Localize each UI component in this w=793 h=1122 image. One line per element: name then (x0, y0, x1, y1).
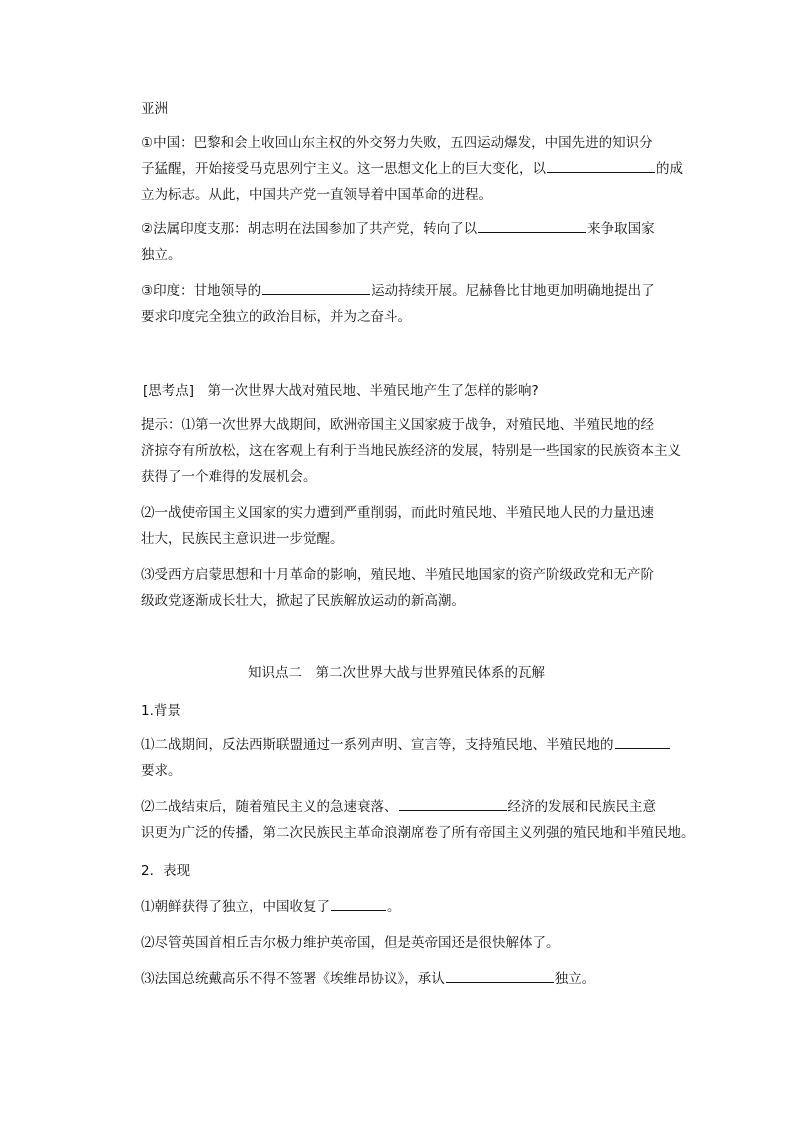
fill-blank[interactable] (478, 218, 586, 233)
fill-blank[interactable] (331, 896, 386, 911)
paragraph-point3 (141, 562, 681, 614)
text-line (141, 278, 681, 304)
text-segment: ⑵二战结束后，随着殖民主义的急速衰落、 (141, 799, 398, 815)
text-segment: ⑶法国总统戴高乐不得不签署《埃维昂协议》，承认 (141, 971, 445, 987)
text-line: 获得了一个难得的发展机会。 (141, 469, 317, 485)
text-segment: 子猛醒，开始接受马克思列宁主义。这一思想文化上的巨大变化，以 (141, 161, 546, 177)
text-segment: ②法属印度支那：胡志明在法国参加了共产党，转向了以 (141, 221, 478, 237)
text-line (141, 894, 681, 920)
section-title-asia (141, 96, 681, 122)
text-line: 立为标志。从此，中国共产党一直领导着中国革命的进程。 (141, 187, 492, 203)
performance-heading-text: 2．表现 (141, 863, 191, 879)
knowledge-point-title (0, 660, 793, 686)
text-line: 级政党逐渐成长壮大，掀起了民族解放运动的新高潮。 (141, 593, 465, 609)
paragraph-performance-2 (141, 930, 681, 956)
text-line: ①中国：巴黎和会上收回山东主权的外交努力失败，五四运动爆发，中国先进的知识分 (141, 135, 653, 151)
knowledge-point-title-text: 知识点二 第二次世界大战与世界殖民体系的瓦解 (248, 665, 545, 681)
text-segment: 经济的发展和民族民主意 (507, 799, 656, 815)
performance-heading (141, 858, 681, 884)
paragraph-india (141, 278, 681, 330)
paragraph-indochina (141, 216, 681, 268)
paragraph-performance-1 (141, 894, 681, 920)
fill-blank[interactable] (446, 968, 554, 983)
text-line: 识更为广泛的传播，第二次民族民主革命浪潮席卷了所有帝国主义列强的殖民地和半殖民地。 (141, 825, 695, 841)
paragraph-china (141, 130, 681, 208)
text-segment: ③印度：甘地领导的 (141, 283, 262, 299)
paragraph-background-2 (141, 794, 695, 846)
text-line: 要求。 (141, 763, 182, 779)
text-line (141, 216, 681, 242)
text-line (141, 156, 681, 182)
text-line (141, 794, 681, 820)
text-line: 要求印度完全独立的政治目标，并为之奋斗。 (141, 309, 411, 325)
paragraph-hint (141, 412, 681, 490)
paragraph-point2 (141, 500, 681, 552)
text-segment: 独立。 (554, 971, 596, 987)
text-line (141, 966, 681, 992)
text-segment: ⑴二战期间，反法西斯联盟通过一系列声明、宣言等，支持殖民地、半殖民地的 (141, 737, 614, 753)
text-line: ⑶受西方启蒙思想和十月革命的影响，殖民地、半殖民地国家的资产阶级政党和无产阶 (141, 567, 654, 583)
text-segment: ⑴朝鲜获得了独立，中国收复了 (141, 899, 330, 915)
fill-blank[interactable] (615, 734, 670, 749)
text-segment: 。 (387, 899, 401, 915)
fill-blank[interactable] (399, 796, 507, 811)
text-line: 独立。 (141, 247, 182, 263)
section-title-text: 亚洲 (141, 101, 168, 117)
text-line: 壮大，民族民主意识进一步觉醒。 (141, 531, 344, 547)
text-segment: 运动持续开展。尼赫鲁比甘地更加明确地提出了 (371, 283, 655, 299)
text-segment: 来争取国家 (587, 221, 655, 237)
paragraph-background-1 (141, 732, 681, 784)
text-line: 济掠夺有所放松，这在客观上有利于当地民族经济的发展，特别是一些国家的民族资本主义 (141, 443, 681, 459)
paragraph-performance-3 (141, 966, 681, 992)
text-line (141, 732, 681, 758)
think-point-title-text: [思考点] 第一次世界大战对殖民地、半殖民地产生了怎样的影响? (143, 383, 539, 399)
think-point-title (143, 378, 683, 404)
background-heading-text: 1.背景 (141, 703, 181, 719)
background-heading (141, 698, 681, 724)
text-segment: 的成 (656, 161, 683, 177)
text-line: 提示：⑴第一次世界大战期间，欧洲帝国主义国家疲于战争，对殖民地、半殖民地的经 (141, 417, 654, 433)
text-line: ⑵尽管英国首相丘吉尔极力维护英帝国，但是英帝国还是很快解体了。 (141, 935, 560, 951)
fill-blank[interactable] (262, 280, 370, 295)
fill-blank[interactable] (547, 158, 655, 173)
text-line: ⑵一战使帝国主义国家的实力遭到严重削弱，而此时殖民地、半殖民地人民的力量迅速 (141, 505, 654, 521)
